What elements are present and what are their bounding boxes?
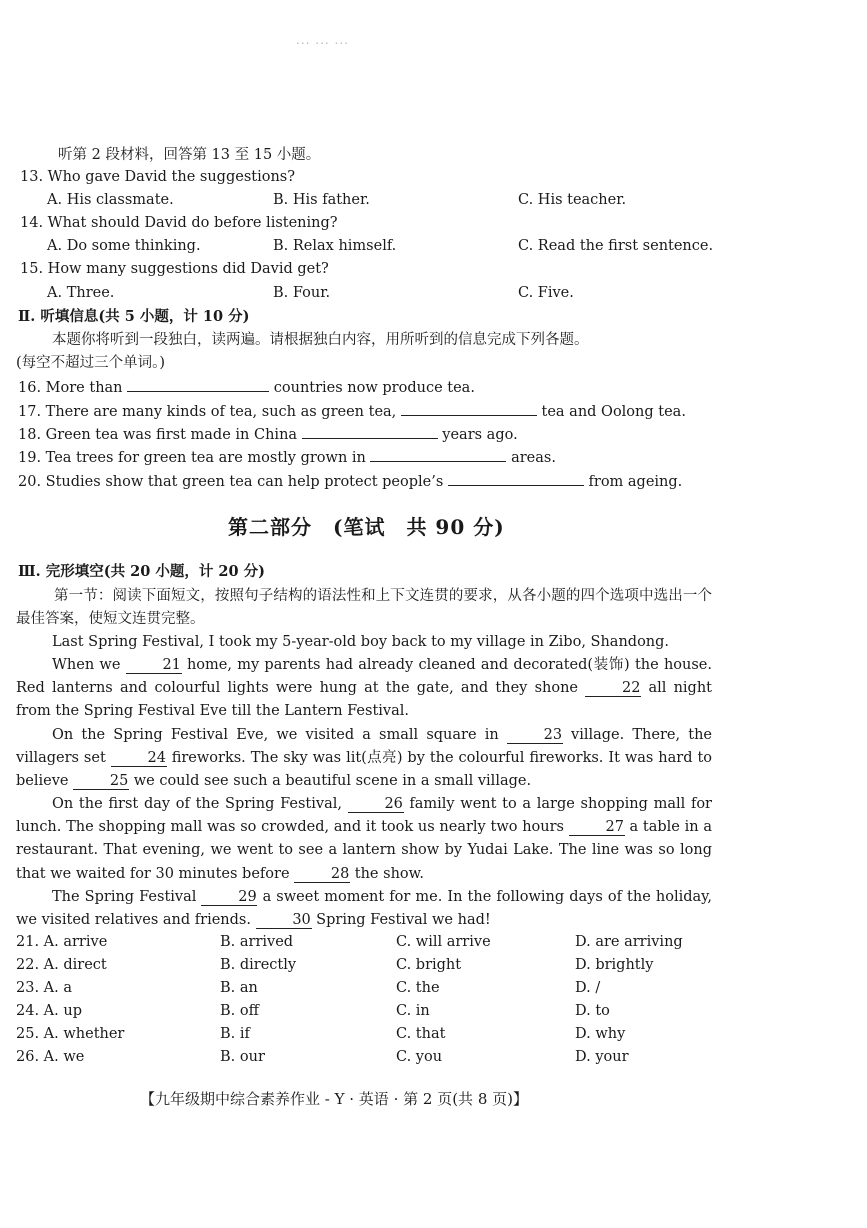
cloze-blank-28[interactable]: 28 bbox=[294, 867, 350, 883]
part-two-title: 第二部分 (笔试 共 90 分) bbox=[228, 515, 505, 539]
question-17-text-b: tea and Oolong tea. bbox=[541, 404, 686, 420]
question-17-text-a: 17. There are many kinds of tea, such as green tea, bbox=[18, 404, 397, 420]
option-21-b: B. arrived bbox=[220, 934, 294, 950]
question-18-text-b: years ago. bbox=[442, 427, 518, 443]
option-26-a: 26. A. we bbox=[16, 1049, 85, 1065]
p2-text-a: When we bbox=[52, 657, 121, 673]
cloze-blank-22[interactable]: 22 bbox=[585, 681, 641, 697]
question-20-text-b: from ageing. bbox=[588, 474, 683, 490]
answer-blank-18[interactable] bbox=[302, 423, 438, 439]
option-24-d: D. to bbox=[575, 1003, 610, 1019]
question-19-text-a: 19. Tea trees for green tea are mostly grown in bbox=[18, 450, 366, 466]
question-18 bbox=[18, 423, 518, 445]
cloze-paragraph-4 bbox=[16, 793, 712, 886]
cloze-paragraph-3 bbox=[16, 724, 712, 794]
question-14-stem: 14. What should David do before listening? bbox=[20, 215, 338, 231]
option-25-a: 25. A. whether bbox=[16, 1026, 125, 1042]
cloze-instruction: 第一节：阅读下面短文，按照句子结构的语法性和上下文连贯的要求，从各小题的四个选项中选出一个最佳答案，使短文连贯完整。 bbox=[16, 588, 712, 628]
p5-text-b: a sweet moment for me. In the following days of the holiday, we visited relatives and friends. bbox=[16, 889, 713, 929]
cloze-paragraph-1: Last Spring Festival, I took my 5-year-old boy back to my village in Zibo, Shandong. bbox=[52, 634, 670, 650]
cloze-blank-30[interactable]: 30 bbox=[256, 913, 312, 929]
question-20-text-a: 20. Studies show that green tea can help protect people’s bbox=[18, 474, 444, 490]
question-19 bbox=[18, 446, 556, 468]
cloze-blank-26[interactable]: 26 bbox=[348, 797, 404, 813]
option-22-b: B. directly bbox=[220, 957, 297, 973]
option-24-b: B. off bbox=[220, 1003, 259, 1019]
option-26-b: B. our bbox=[220, 1049, 265, 1065]
cloze-paragraph-2 bbox=[16, 654, 712, 724]
cloze-blank-24[interactable]: 24 bbox=[111, 751, 167, 767]
option-23-b: B. an bbox=[220, 980, 258, 996]
p3-text-d: we could see such a beautiful scene in a small village. bbox=[133, 773, 532, 790]
p4-text-b: family went to a large shopping mall for lunch. The shopping mall was so crowded, and it took us nearly two hours bbox=[16, 796, 712, 836]
question-15-option-b: B. Four. bbox=[273, 285, 331, 301]
question-13-option-c: C. His teacher. bbox=[518, 192, 627, 208]
cloze-blank-27[interactable]: 27 bbox=[569, 820, 625, 836]
option-21-a: 21. A. arrive bbox=[16, 934, 108, 950]
answer-blank-19[interactable] bbox=[370, 446, 506, 462]
option-25-c: C. that bbox=[396, 1026, 446, 1042]
question-13-option-a: A. His classmate. bbox=[47, 192, 174, 208]
option-23-c: C. the bbox=[396, 980, 440, 996]
p4-text-a: On the first day of the Spring Festival, bbox=[52, 796, 342, 812]
option-22-d: D. brightly bbox=[575, 957, 654, 973]
option-23-d: D. / bbox=[575, 980, 601, 996]
option-22-c: C. bright bbox=[396, 957, 462, 973]
option-23-a: 23. A. a bbox=[16, 980, 73, 996]
question-16-text-a: 16. More than bbox=[18, 380, 123, 396]
question-13-stem: 13. Who gave David the suggestions? bbox=[20, 169, 296, 185]
question-19-text-b: areas. bbox=[511, 450, 556, 466]
top-banner: ... ... ... bbox=[296, 33, 349, 47]
question-18-text-a: 18. Green tea was first made in China bbox=[18, 427, 298, 443]
p3-text-c: fireworks. The sky was lit(点亮) by the colourful fireworks. It was hard to believe bbox=[16, 750, 713, 790]
p3-text-b: village. There, the villagers set bbox=[16, 727, 712, 767]
option-26-d: D. your bbox=[575, 1049, 629, 1065]
page-footer: 【九年级期中综合素养作业 - Y · 英语 · 第 2 页(共 8 页)】 bbox=[140, 1090, 528, 1108]
fill-instruction-2: (每空不超过三个单词。) bbox=[16, 355, 166, 371]
cloze-heading: Ⅲ. 完形填空(共 20 小题，计 20 分) bbox=[18, 563, 266, 580]
cloze-blank-29[interactable]: 29 bbox=[201, 890, 257, 906]
p2-text-b: home, my parents had already cleaned and decorated(装饰) the house. Red lanterns and colourful lights were hung at the gate, and they shone bbox=[16, 657, 713, 697]
question-16-text-b: countries now produce tea. bbox=[273, 380, 475, 396]
p3-text-a: On the Spring Festival Eve, we visited a small square in bbox=[52, 727, 499, 743]
p4-text-d: the show. bbox=[354, 865, 424, 882]
question-20 bbox=[18, 470, 682, 492]
question-17 bbox=[18, 400, 686, 422]
option-25-b: B. if bbox=[220, 1026, 250, 1042]
answer-blank-16[interactable] bbox=[127, 376, 269, 392]
question-15-stem: 15. How many suggestions did David get? bbox=[20, 261, 329, 277]
cloze-blank-21[interactable]: 21 bbox=[126, 658, 182, 674]
fill-instruction-1: 本题你将听到一段独白，读两遍。请根据独白内容，用所听到的信息完成下列各题。 bbox=[52, 332, 589, 348]
option-24-a: 24. A. up bbox=[16, 1003, 82, 1019]
question-15-option-c: C. Five. bbox=[518, 285, 574, 301]
p4-text-c: a table in a restaurant. That evening, we went to see a lantern show by Yudai Lake. The line was so long that we waited for 30 minutes before bbox=[16, 819, 712, 882]
option-21-d: D. are arriving bbox=[575, 934, 683, 950]
cloze-blank-25[interactable]: 25 bbox=[73, 774, 129, 790]
cloze-blank-23[interactable]: 23 bbox=[507, 728, 563, 744]
listening-intro: 听第 2 段材料，回答第 13 至 15 小题。 bbox=[58, 147, 321, 163]
question-14-option-a: A. Do some thinking. bbox=[47, 238, 201, 254]
option-22-a: 22. A. direct bbox=[16, 957, 107, 973]
fill-heading: Ⅱ. 听填信息(共 5 小题，计 10 分) bbox=[18, 308, 250, 325]
question-15-option-a: A. Three. bbox=[47, 285, 115, 301]
option-25-d: D. why bbox=[575, 1026, 626, 1042]
answer-blank-17[interactable] bbox=[401, 400, 537, 416]
option-26-c: C. you bbox=[396, 1049, 443, 1065]
question-14-option-b: B. Relax himself. bbox=[273, 238, 397, 254]
question-13-option-b: B. His father. bbox=[273, 192, 370, 208]
question-14-option-c: C. Read the first sentence. bbox=[518, 238, 714, 254]
p2-text-c: all night from the Spring Festival Eve till the Lantern Festival. bbox=[16, 680, 712, 720]
option-21-c: C. will arrive bbox=[396, 934, 491, 950]
p5-text-a: The Spring Festival bbox=[52, 889, 197, 905]
question-16 bbox=[18, 376, 475, 398]
answer-blank-20[interactable] bbox=[448, 470, 584, 486]
option-24-c: C. in bbox=[396, 1003, 430, 1019]
p5-text-c: Spring Festival we had! bbox=[316, 912, 491, 929]
cloze-paragraph-5 bbox=[16, 886, 712, 932]
